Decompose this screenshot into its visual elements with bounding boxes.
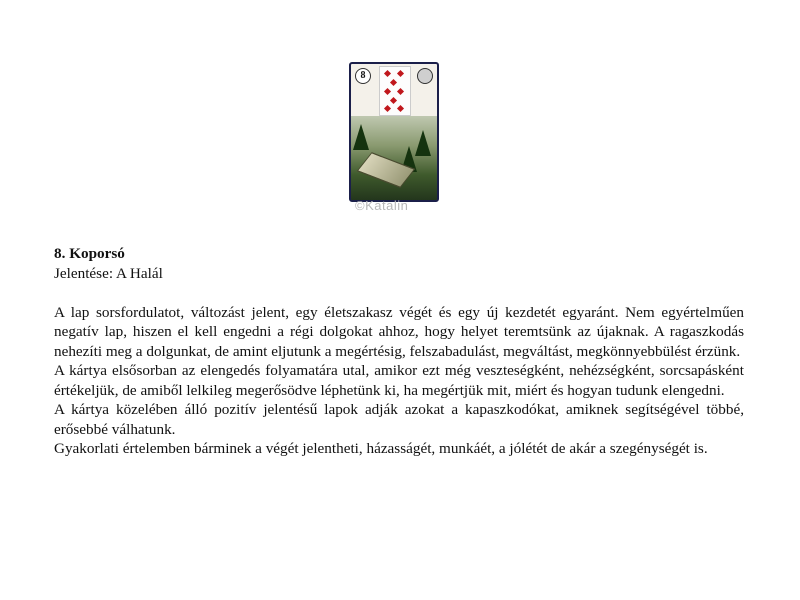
diamond-pip-icon — [390, 97, 397, 104]
card-title: 8. Koporsó — [54, 245, 125, 262]
paragraph: Gyakorlati értelemben bárminek a végét jelentheti, házasságét, munkáét, a jólétét de akár a szegénységét is. — [54, 440, 708, 457]
card-header — [351, 64, 437, 116]
diamond-pip-icon — [397, 88, 404, 95]
paragraph: A kártya elsősorban az elengedés folyamatára utal, amikor ezt még veszteségként, nehézségként, sorcsapásként értékeljük, de amiből lelkileg megerősödve léphetünk ki, ha megértjük mit, miért és hogyan tudunk elengedni. — [54, 362, 744, 399]
diamond-pip-icon — [384, 105, 391, 112]
diamond-pip-icon — [397, 70, 404, 77]
tree-icon — [353, 124, 369, 150]
paragraph: A kártya közelében álló pozitív jelentésű lapok adják azokat a kapaszkodókat, amiknek segítségével többé, erősebbé válhatunk. — [54, 401, 744, 438]
gear-icon — [417, 68, 433, 84]
card-image — [349, 62, 439, 202]
card-description — [54, 244, 744, 459]
card-meaning: Jelentése: A Halál — [54, 264, 163, 282]
diamond-pip-icon — [390, 79, 397, 86]
card-illustration — [351, 116, 437, 200]
playing-card-inset — [379, 66, 411, 116]
coffin-card — [349, 62, 439, 202]
card-number-badge: 8 — [355, 68, 371, 84]
diamond-pip-icon — [384, 70, 391, 77]
watermark: ©Katalin — [355, 198, 409, 213]
tree-icon — [415, 130, 431, 156]
paragraph: A lap sorsfordulatot, változást jelent, egy életszakasz végét és egy új kezdetét egyaránt. Nem egyértelműen negatív lap, hiszen el kell engedni a régi dolgokat ahhoz, hogy helyet teremtsünk az újaknak. A ragaszkodás nehezíti meg a dolgunkat, de amint eljutunk a megértésig, felszabadulást, megváltást, megkönnyebbülést érzünk. — [54, 303, 744, 360]
diamond-pip-icon — [384, 88, 391, 95]
diamond-pip-icon — [397, 105, 404, 112]
